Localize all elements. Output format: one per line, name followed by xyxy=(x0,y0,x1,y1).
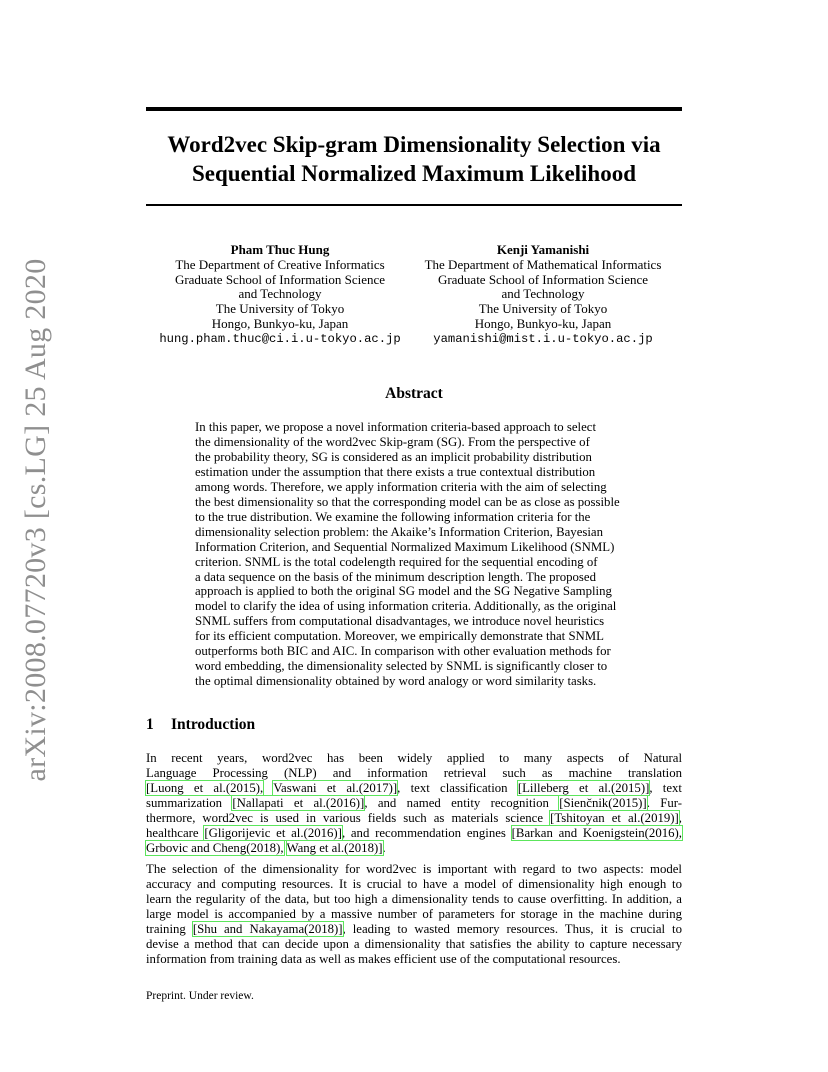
abstract-line: the best dimensionality so that the corresponding model can be as close as possible xyxy=(195,494,620,509)
author-name: Kenji Yamanishi xyxy=(496,242,590,257)
paragraph-line: learn the regularity of the data, but too high a dimensionality tends to cause overfitting. In addition, a xyxy=(146,892,682,906)
text-fragment: , xyxy=(678,811,682,825)
abstract-line: criterion. SNML is the total codelength required for the sequential encoding of xyxy=(195,554,598,569)
title-line-2: Sequential Normalized Maximum Likelihood xyxy=(191,161,637,186)
text-fragment: training xyxy=(146,922,193,936)
section-title: Introduction xyxy=(171,716,256,733)
paragraph-line: Language Processing (NLP) and information retrieval such as machine translation xyxy=(146,766,682,780)
abstract-line: the optimal dimensionality obtained by word analogy or word similarity tasks. xyxy=(195,674,597,689)
citation-link[interactable]: Grbovic and Cheng(2018), xyxy=(146,841,284,855)
abstract-line: a data sequence on the basis of the minimum description length. The proposed xyxy=(195,569,596,584)
intro-paragraph-1 xyxy=(146,751,682,856)
citation-link[interactable]: [Tshitoyan et al.(2019)] xyxy=(550,811,679,825)
paper-title xyxy=(146,130,682,188)
paragraph-line: In recent years, word2vec has been widely applied to many aspects of Natural xyxy=(146,751,682,765)
author-affiliation: and Technology xyxy=(238,286,322,302)
title-line-1: Word2vec Skip-gram Dimensionality Selection via xyxy=(167,132,661,157)
intro-paragraph-2 xyxy=(146,862,682,967)
abstract-body xyxy=(195,420,633,689)
title-bottom-rule xyxy=(146,204,682,206)
author-block-1 xyxy=(145,243,415,347)
arxiv-identifier[interactable]: arXiv:2008.07720v3 [cs.LG] 25 Aug 2020 xyxy=(19,258,52,782)
text-fragment: , leading to wasted memory resources. Thus, it is crucial to xyxy=(342,922,682,936)
author-affiliation: Graduate School of Information Science xyxy=(437,271,649,287)
abstract-line: among words. Therefore, we apply information criteria with the aim of selecting xyxy=(195,479,607,494)
citation-link[interactable]: [Luong et al.(2015), xyxy=(146,781,264,795)
preprint-footer: Preprint. Under review. xyxy=(146,990,254,1002)
citation-link[interactable]: [Gligorijevic et al.(2016)] xyxy=(204,826,342,840)
abstract-line: the probability theory, SG is considered as an implicit probability distribution xyxy=(195,449,592,464)
author-email: hung.pham.thuc@ci.i.u-tokyo.ac.jp xyxy=(159,331,401,346)
text-fragment: , text xyxy=(649,781,682,795)
citation-link[interactable]: Vaswani et al.(2017)] xyxy=(273,781,398,795)
abstract-line: to the true distribution. We examine the following information criteria for the xyxy=(195,509,591,524)
paragraph-line xyxy=(146,781,682,796)
paragraph-line xyxy=(146,826,682,841)
title-top-rule xyxy=(146,107,682,111)
abstract-line: Information Criterion, and Sequential Normalized Maximum Likelihood (SNML) xyxy=(195,539,615,554)
text-fragment: . Fur- xyxy=(646,796,683,810)
abstract-heading: Abstract xyxy=(385,385,443,402)
text-fragment: , and recommendation engines xyxy=(341,826,512,840)
text-fragment: summarization xyxy=(146,796,233,810)
paragraph-line xyxy=(146,811,682,826)
abstract-line: dimensionality selection problem: the Akaike’s Information Criterion, Bayesian xyxy=(195,524,603,539)
citation-link[interactable]: Wang et al.(2018)] xyxy=(286,841,383,855)
citation-link[interactable]: [Sienčnik(2015)] xyxy=(559,796,647,810)
abstract-line: outperforms both BIC and AIC. In comparison with other evaluation methods for xyxy=(195,644,611,659)
paragraph-line xyxy=(146,841,682,856)
text-fragment: . xyxy=(382,841,386,855)
author-name: Pham Thuc Hung xyxy=(230,242,330,257)
abstract-line: In this paper, we propose a novel information criteria-based approach to select xyxy=(195,420,597,434)
abstract-line: approach is applied to both the original SG model and the SG Negative Sampling xyxy=(195,584,612,599)
abstract-line: the dimensionality of the word2vec Skip-gram (SG). From the perspective of xyxy=(195,434,590,449)
text-fragment: , text classification xyxy=(397,781,518,795)
author-affiliation: The Department of Creative Informatics xyxy=(175,256,385,272)
author-affiliation: The University of Tokyo xyxy=(478,301,608,317)
text-fragment: healthcare xyxy=(146,826,205,840)
abstract-line: word embedding, the dimensionality selected by SNML is significantly closer to xyxy=(195,659,608,674)
section-heading-introduction xyxy=(146,716,255,734)
author-affiliation: Graduate School of Information Science xyxy=(174,271,386,287)
author-affiliation: The Department of Mathematical Informatics xyxy=(424,256,662,272)
author-affiliation: and Technology xyxy=(501,286,585,302)
abstract-line: for its efficient computation. Moreover, we empirically demonstrate that SNML xyxy=(195,629,604,644)
abstract-line: SNML suffers from computational disadvantages, we introduce novel heuristics xyxy=(195,614,605,629)
citation-link[interactable]: [Barkan and Koenigstein(2016), xyxy=(511,826,682,840)
abstract-line: model to clarify the idea of using information criteria. Additionally, as the original xyxy=(195,599,617,614)
section-number: 1 xyxy=(146,716,154,733)
author-email: yamanishi@mist.i.u-tokyo.ac.jp xyxy=(433,331,653,346)
paragraph-line: large model is accompanied by a massive number of parameters for storage in the machine during xyxy=(146,907,682,921)
abstract-line: estimation under the assumption that there exists a true contextual distribution xyxy=(195,464,596,479)
author-affiliation: Hongo, Bunkyo-ku, Japan xyxy=(474,315,612,331)
citation-link[interactable]: [Lilleberg et al.(2015)] xyxy=(517,781,650,795)
paragraph-line: accuracy and computing resources. It is crucial to have a model of dimensionality high enough to xyxy=(146,877,682,891)
author-block-2 xyxy=(408,243,678,347)
paragraph-line xyxy=(146,922,682,937)
paragraph-line: devise a method that can decide upon a dimensionality that satisfies the ability to capture necessary xyxy=(146,937,682,951)
paragraph-line: information from training data as well as makes efficient use of the computational resources. xyxy=(146,952,621,966)
citation-link[interactable]: [Shu and Nakayama(2018)] xyxy=(192,922,343,936)
paragraph-line xyxy=(146,796,682,811)
author-affiliation: The University of Tokyo xyxy=(215,301,345,317)
text-fragment: thermore, word2vec is used in various fields such as materials science xyxy=(146,811,551,825)
text-fragment: , and named entity recognition xyxy=(364,796,560,810)
citation-link[interactable]: [Nallapati et al.(2016)] xyxy=(232,796,365,810)
author-affiliation: Hongo, Bunkyo-ku, Japan xyxy=(211,315,349,331)
paragraph-line: The selection of the dimensionality for word2vec is important with regard to two aspects: model xyxy=(146,862,682,876)
